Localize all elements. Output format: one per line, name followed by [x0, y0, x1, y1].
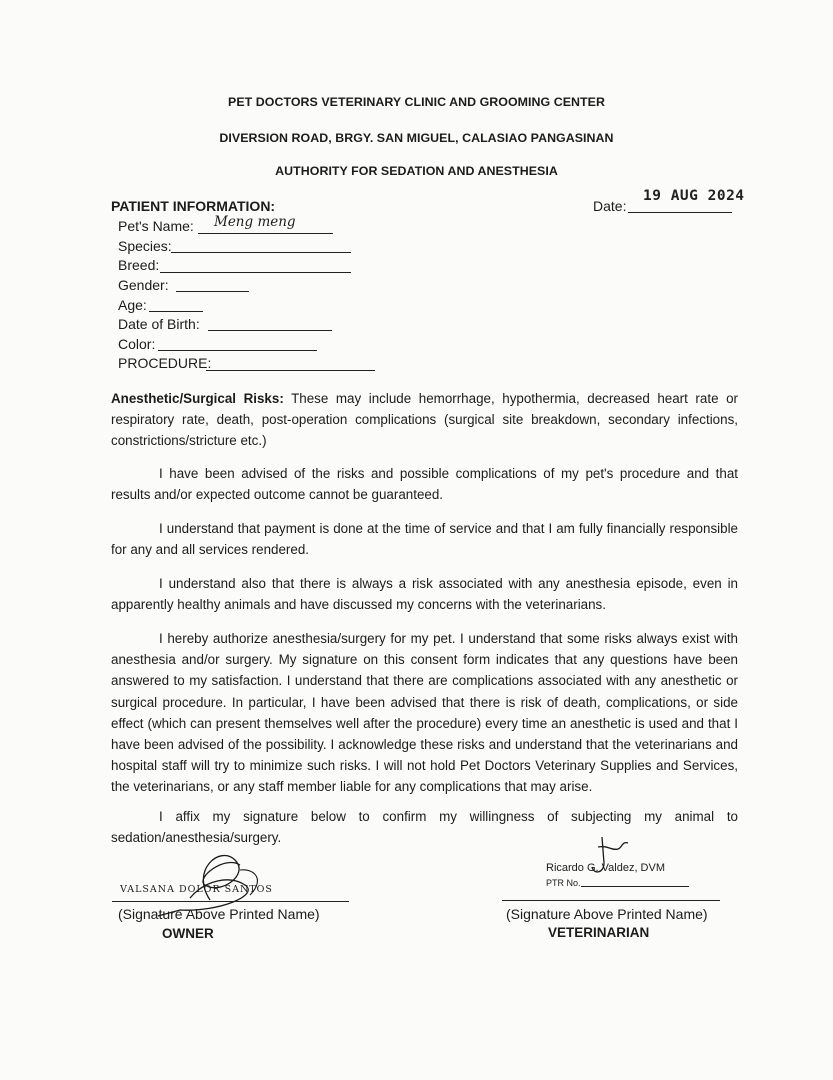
dob-line: [208, 330, 332, 331]
procedure-label: PROCEDURE:: [118, 355, 212, 371]
pet-name-label: Pet's Name:: [118, 218, 194, 234]
ptr-label: PTR No.: [546, 878, 581, 888]
color-label: Color:: [118, 336, 156, 352]
clinic-address: DIVERSION ROAD, BRGY. SAN MIGUEL, CALASIAO PANGASINAN: [219, 131, 614, 145]
procedure-line: [206, 370, 375, 371]
color-line: [158, 350, 317, 351]
risks-paragraph: [111, 388, 738, 452]
age-line: [149, 311, 203, 312]
vet-signature-line: [502, 900, 720, 901]
breed-label: Breed:: [118, 257, 160, 273]
age-label: Age:: [118, 297, 147, 313]
consent-text-3: I understand also that there is always a risk associated with any anesthesia episode, even in apparently healthy animals and have discussed my concerns with the veterinarians.: [111, 576, 738, 613]
pet-name-line: [198, 233, 333, 234]
consent-text-1: I have been advised of the risks and possible complications of my pet's procedure and that results and/or expected outcome cannot be guaranteed.: [111, 466, 738, 503]
consent-paragraph-1: [111, 463, 738, 505]
clinic-name: PET DOCTORS VETERINARY CLINIC AND GROOMING CENTER: [228, 95, 605, 109]
form-title: AUTHORITY FOR SEDATION AND ANESTHESIA: [275, 164, 558, 178]
vet-caption: (Signature Above Printed Name): [506, 906, 708, 922]
consent-text-2: I understand that payment is done at the time of service and that I am fully financially responsible for any and all services rendered.: [111, 521, 738, 558]
consent-text-4: I hereby authorize anesthesia/surgery for my pet. I understand that some risks always exist with anesthesia and/or surgery. My signature on this consent form indicates that any questions have been answered to my satisfaction. I understand that there are complications associated with any anesthetic or surgical procedure. In particular, I have been advised that there is risk of death, complications, or side effect (which can present themselves well after the procedure) every time an anesthetic is used and that I have been advised of the possibility. I acknowledge these risks and understand that the veterinarians and hospital staff will try to minimize such risks. I will not hold Pet Doctors Veterinary Supplies and Services, the veterinarians, or any staff member liable for any complications that may arise.: [111, 631, 738, 795]
owner-role: OWNER: [162, 926, 214, 941]
vet-role: VETERINARIAN: [548, 925, 650, 940]
vet-stamp-name: Ricardo G. Valdez, DVM: [546, 862, 666, 874]
owner-caption: (Signature Above Printed Name): [118, 906, 320, 922]
patient-info-heading: PATIENT INFORMATION:: [111, 198, 276, 214]
pet-name-value: Meng meng: [214, 214, 296, 230]
owner-signature-line: [112, 901, 349, 902]
species-line: [171, 252, 351, 253]
ptr-line: [581, 886, 689, 887]
date-value: 19 AUG 2024: [643, 188, 745, 204]
consent-paragraph-2: [111, 518, 738, 560]
dob-label: Date of Birth:: [118, 316, 200, 332]
gender-label: Gender:: [118, 277, 169, 293]
risks-text: These may include hemorrhage, hypothermia, decreased heart rate or respiratory rate, death, post-operation complications (surgical site breakdown, secondary infections, constrictions/stricture etc.): [111, 391, 738, 449]
consent-paragraph-4: [111, 628, 738, 798]
owner-printed-name: VALSANA DOLOR SANTOS: [120, 884, 273, 895]
date-line: [628, 212, 732, 213]
breed-line: [160, 272, 351, 273]
consent-text-5: I affix my signature below to confirm my willingness of subjecting my animal to sedation/anesthesia/surgery.: [111, 809, 738, 846]
date-label: Date:: [593, 198, 627, 214]
risks-title: Anesthetic/Surgical Risks:: [111, 391, 284, 406]
species-label: Species:: [118, 238, 172, 254]
gender-line: [176, 291, 249, 292]
consent-paragraph-3: [111, 573, 738, 615]
